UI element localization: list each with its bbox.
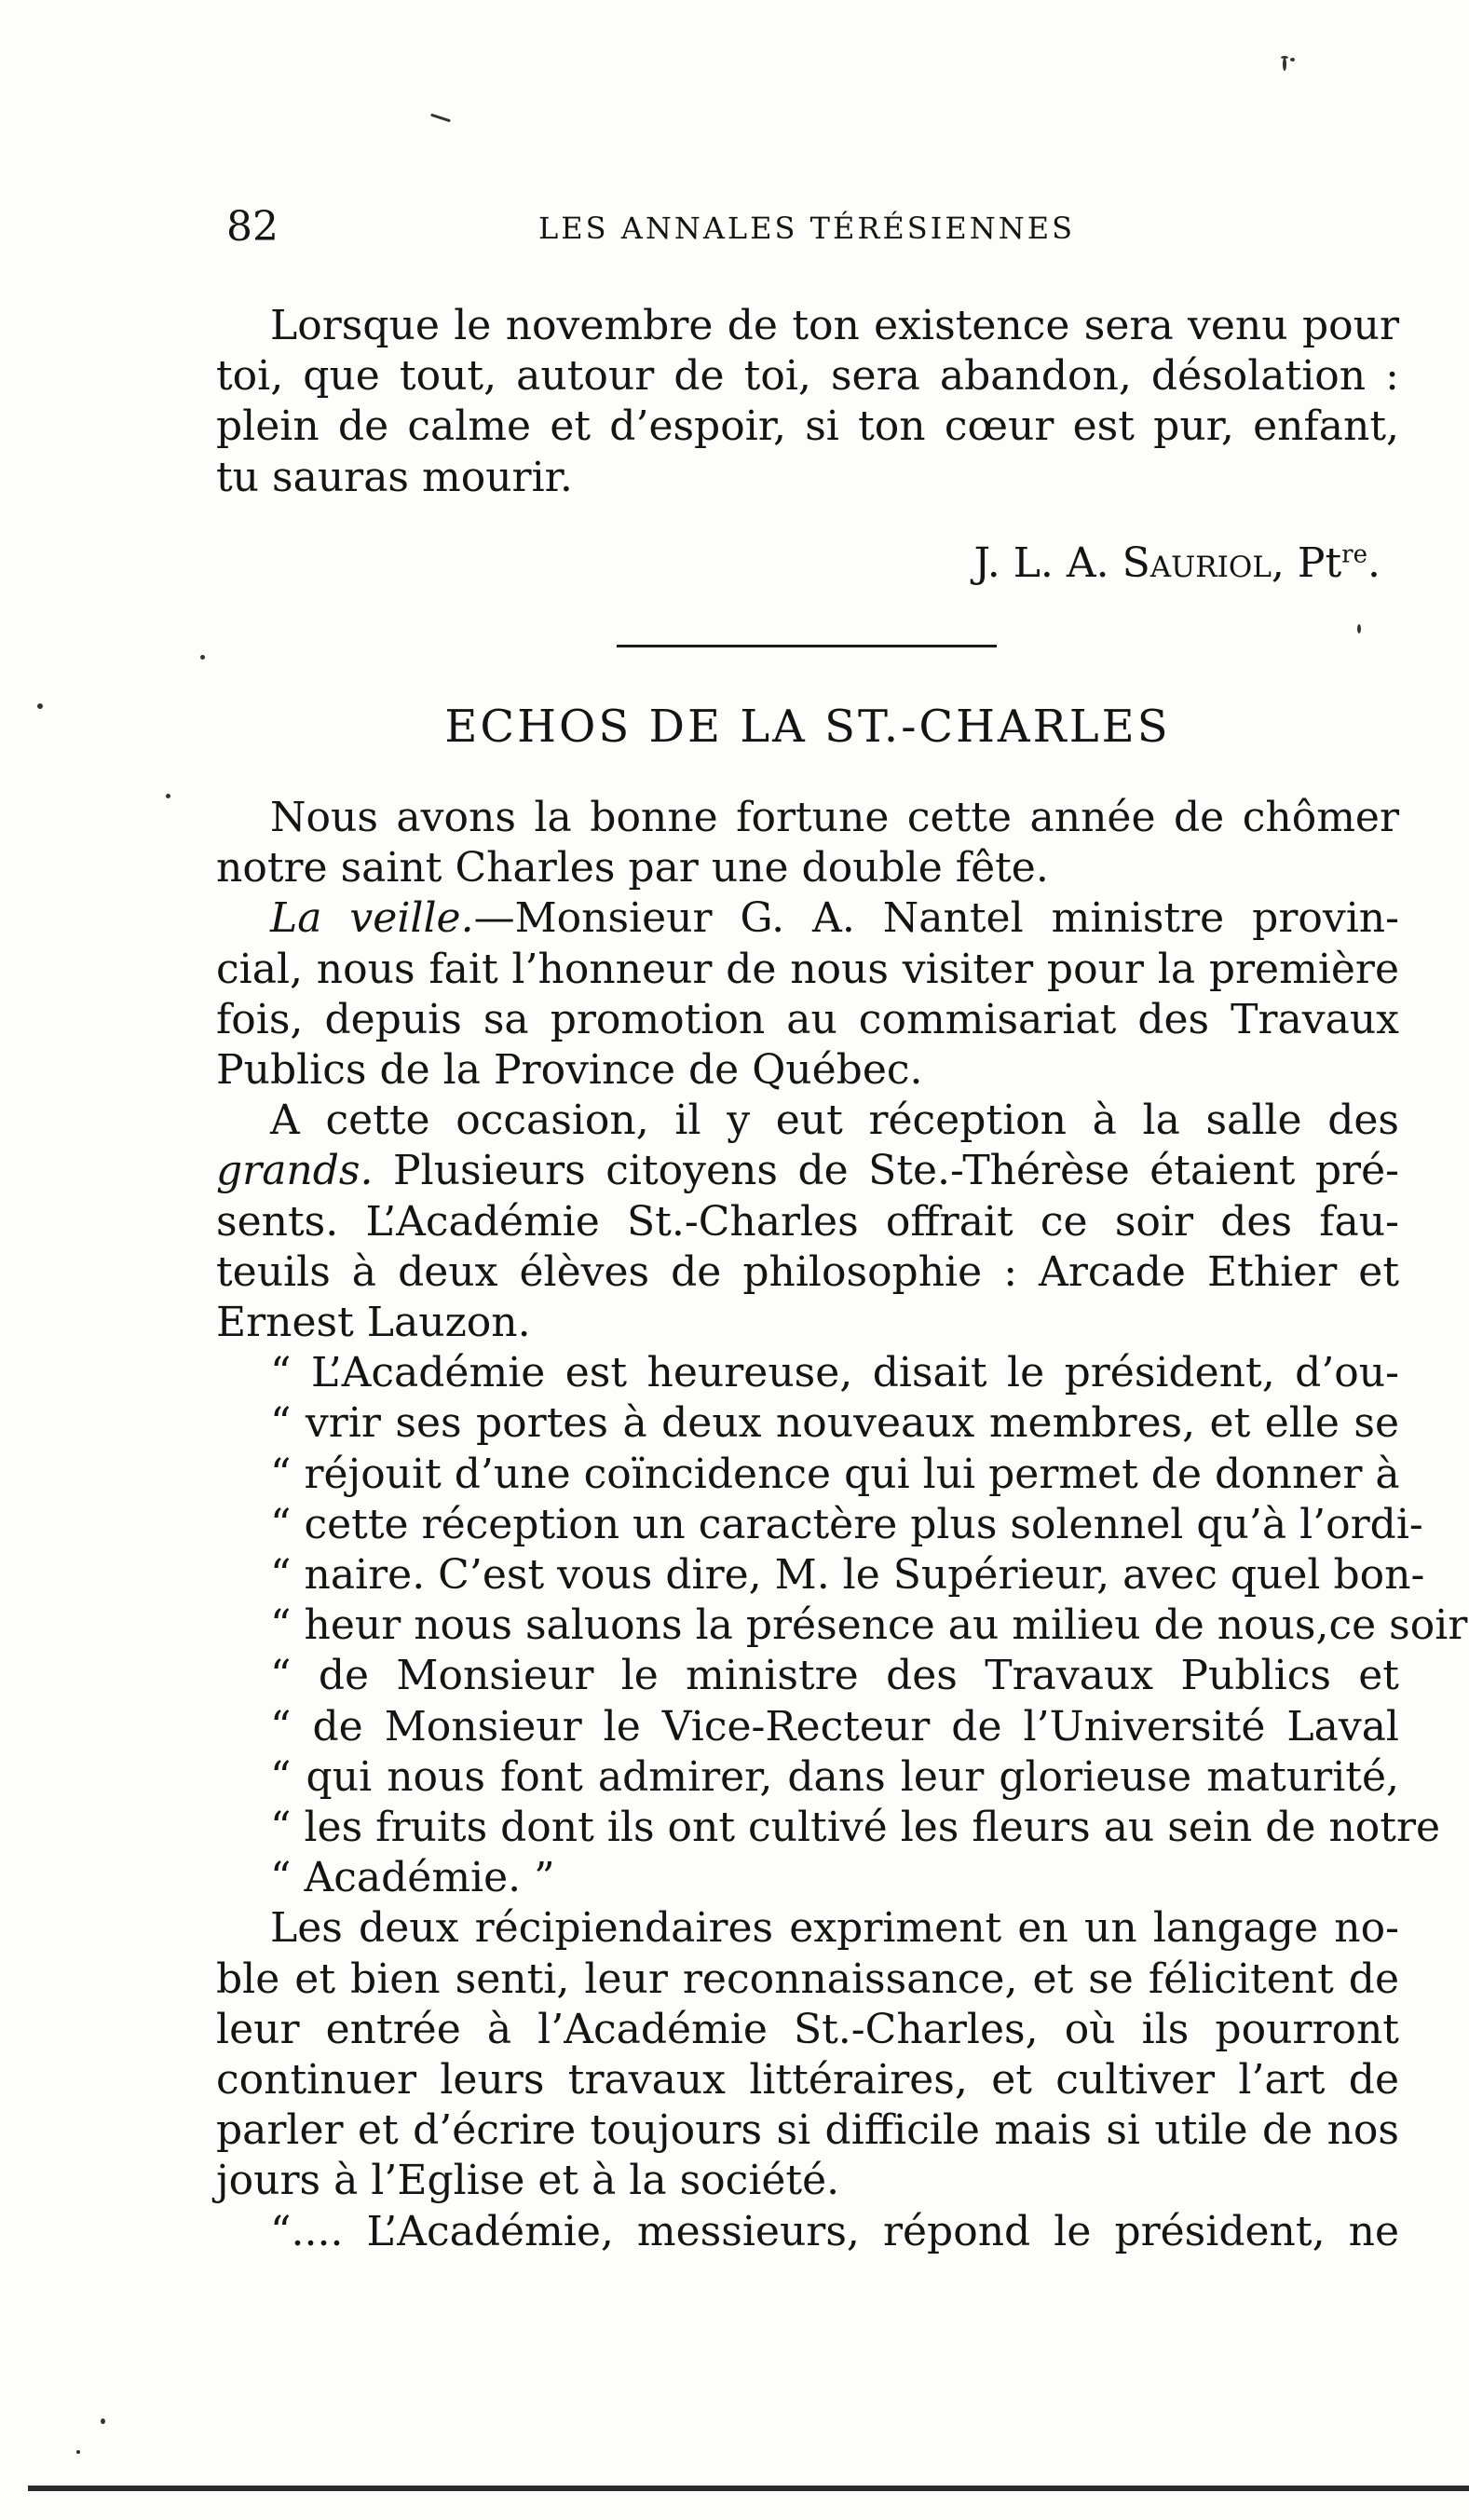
article-line: “.... L’Académie, messieurs, répond le président, ne — [270, 2207, 1399, 2255]
page-header — [210, 203, 1404, 268]
section-title: ECHOS DE LA ST.-CHARLES — [444, 701, 1171, 753]
scan-speck — [76, 2450, 80, 2454]
article-line: jours à l’Eglise et à la société. — [216, 2157, 840, 2205]
quote-line: “ qui nous font admirer, dans leur glorieuse maturité, — [270, 1752, 1399, 1801]
article-body — [216, 793, 1468, 2257]
signature-title: , Pt — [1271, 539, 1342, 587]
running-title: LES ANNALES TÉRÉSIENNES — [538, 211, 1075, 246]
poem-line: toi, que tout, autour de toi, sera abandon, désolation : — [216, 352, 1399, 401]
poem-line: Lorsque le novembre de ton existence sera venu pour — [270, 302, 1399, 349]
article-line: fois, depuis sa promotion au commisariat des Travaux — [216, 995, 1399, 1043]
article-line: parler et d’écrire toujours si difficile mais si utile de nos — [216, 2106, 1399, 2155]
article-line: A cette occasion, il y eut réception à la salle des — [270, 1097, 1399, 1145]
article-line: Nous avons la bonne fortune cette année de chômer — [270, 794, 1399, 841]
article-line: continuer leurs travaux littéraires, et cultiver l’art de — [216, 2056, 1399, 2105]
quote-line: “ les fruits dont ils ont cultivé les fleurs au sein de notre — [270, 1804, 1441, 1852]
signature-end: . — [1367, 539, 1381, 587]
scan-speck — [101, 2418, 105, 2424]
poem-excerpt — [216, 301, 1399, 503]
quote-line: “ de Monsieur le ministre des Travaux Publics et — [270, 1652, 1399, 1700]
scan-speck — [430, 114, 451, 123]
signature — [216, 538, 1381, 589]
quote-line: “ réjouit d’une coïncidence qui lui permet de donner à — [270, 1450, 1400, 1498]
scan-speck — [37, 703, 43, 709]
article-line: teuils à deux élèves de philosophie : Arcade Ethier et — [216, 1247, 1399, 1296]
italic-phrase: La veille. — [270, 894, 474, 943]
poem-line: plein de calme et d’espoir, si ton cœur est pur, enfant, — [216, 402, 1399, 451]
article-line: ble et bien senti, leur reconnaissance, et se félicitent de — [216, 1955, 1399, 2003]
quote-line: “ de Monsieur le Vice-Recteur de l’Université Laval — [270, 1702, 1399, 1750]
quote-line: “ L’Académie est heureuse, disait le président, d’ou- — [270, 1349, 1399, 1397]
scan-edge-line — [28, 2486, 1469, 2491]
quote-line: “ heur nous saluons la présence au milieu de nous,ce soir — [270, 1601, 1468, 1650]
quote-line: “ cette réception un caractère plus solennel qu’à l’ordi- — [270, 1500, 1423, 1548]
article-line: Ernest Lauzon. — [216, 1299, 531, 1347]
article-line — [216, 1146, 1399, 1196]
scan-speck — [1283, 58, 1286, 71]
article-line: Les deux récipiendaires expriment en un langage no- — [270, 1904, 1399, 1953]
article-line: notre saint Charles par une double fête. — [216, 844, 1049, 892]
italic-phrase: grands. — [216, 1147, 374, 1195]
article-line: sents. L’Académie St.-Charles offrait ce soir des fau- — [216, 1197, 1399, 1246]
scan-speck — [1357, 624, 1361, 633]
section-divider — [617, 645, 997, 647]
scan-speck — [200, 655, 205, 660]
scan-speck — [1290, 58, 1295, 61]
poem-line: tu sauras mourir. — [216, 453, 573, 501]
page-number: 82 — [226, 203, 279, 251]
quote-line: “ naire. C’est vous dire, M. le Supérieur, avec quel bon- — [270, 1551, 1425, 1600]
signature-title-superscript: re — [1341, 540, 1367, 569]
article-line: leur entrée à l’Académie St.-Charles, où ils pourront — [216, 2005, 1399, 2053]
article-line: Publics de la Province de Québec. — [216, 1046, 923, 1095]
article-line: cial, nous fait l’honneur de nous visiter pour la première — [216, 945, 1399, 993]
article-line — [216, 893, 1399, 944]
signature-name: Sauriol — [1122, 539, 1272, 587]
article-text: Plusieurs citoyens de Ste.-Thérèse étaient pré- — [373, 1147, 1399, 1195]
scan-speck — [166, 794, 170, 798]
quote-line: “ vrir ses portes à deux nouveaux membres, et elle se — [270, 1399, 1399, 1448]
article-text: —Monsieur G. A. Nantel ministre provin- — [473, 894, 1399, 943]
quote-line: “ Académie. ” — [270, 1854, 555, 1902]
signature-initials: J. L. A. — [973, 539, 1122, 587]
